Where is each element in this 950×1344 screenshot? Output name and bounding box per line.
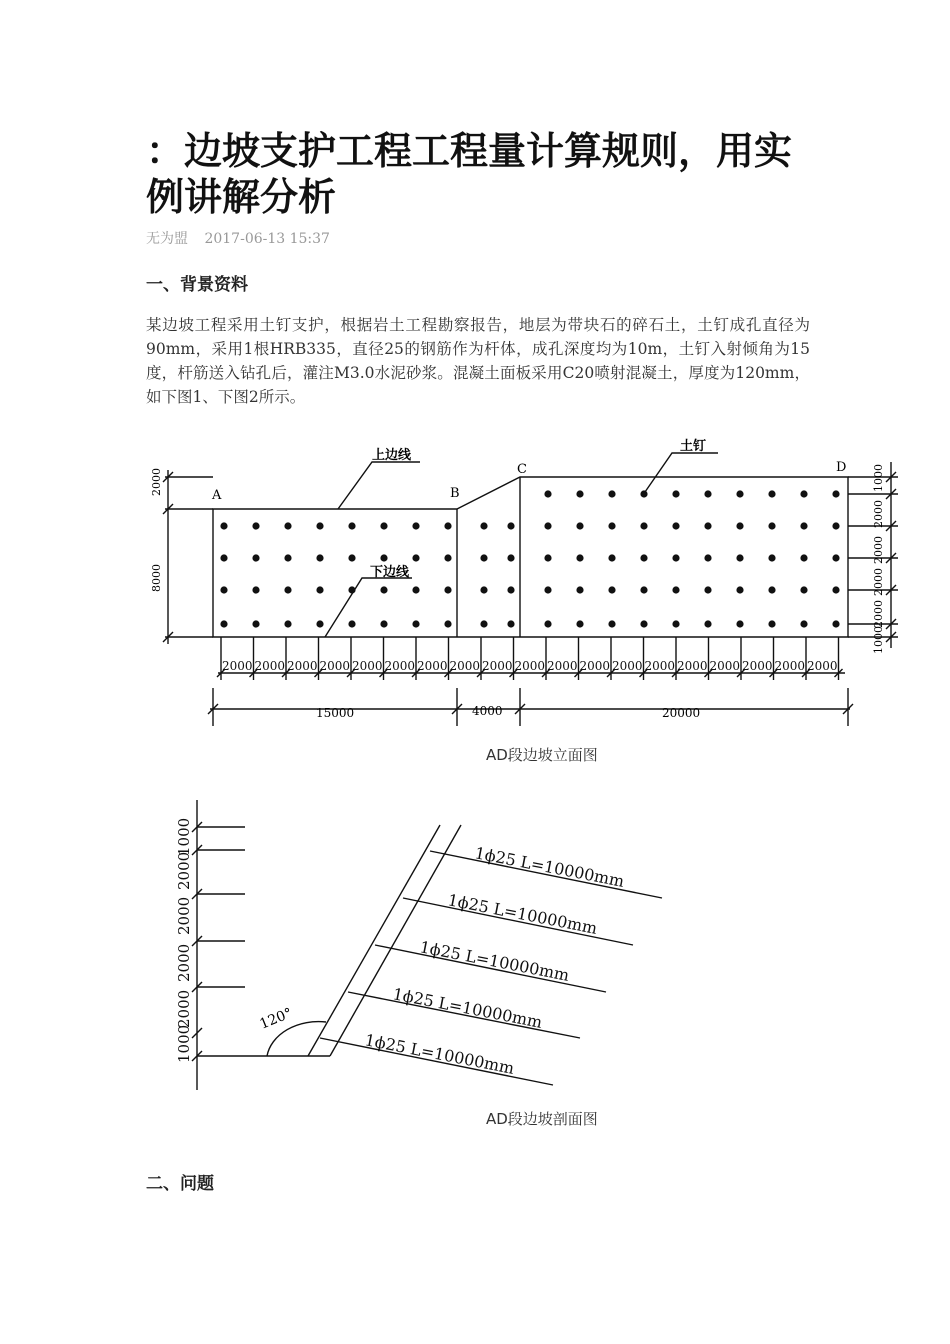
soil-nail-dot <box>348 620 355 627</box>
spacing-label: 2000 <box>579 659 611 673</box>
background-paragraph: 某边坡工程采用土钉支护，根据岩土工程勘察报告，地层为带块石的碎石土，土钉成孔直径为90mm，采用1根HRB335，直径25的钢筋作为杆体，成孔深度均为10m，土钉入射倾角为15度，杆筋送入钻孔后，灌注M3.0水泥砂浆。混凝土面板采用C20喷射混凝土，厚度为120mm，如下图1、下图2所示。 <box>146 316 810 406</box>
soil-nail-dot <box>672 490 679 497</box>
soil-nail-dot <box>608 586 615 593</box>
soil-nail-dot <box>832 522 839 529</box>
article-meta <box>146 228 330 248</box>
right-dim-4: 2000 <box>872 568 885 596</box>
soil-nail-dot <box>640 586 647 593</box>
slope-angle: 120° <box>257 1005 295 1033</box>
right-dim-3: 2000 <box>872 536 885 564</box>
soil-nail-label: 1ϕ25 L=10000mm <box>363 1030 516 1078</box>
soil-nail-dot <box>704 522 711 529</box>
point-c: C <box>517 462 527 477</box>
soil-nail-dot <box>316 522 323 529</box>
soil-nail-dot <box>608 620 615 627</box>
soil-nail-dot <box>768 554 775 561</box>
soil-nail-dot <box>736 554 743 561</box>
soil-nail-dot <box>316 620 323 627</box>
spacing-label: 2000 <box>644 659 676 673</box>
right-dim-6: 1000 <box>872 626 885 654</box>
soil-nail-dot <box>380 554 387 561</box>
lower-edge-leader <box>325 578 412 637</box>
soil-nail-dot <box>284 522 291 529</box>
soil-nail-dot <box>252 554 259 561</box>
soil-nail-dot <box>832 620 839 627</box>
soil-nail-dot <box>480 522 487 529</box>
soil-nail-dot <box>704 490 711 497</box>
soil-nail-dot <box>736 522 743 529</box>
soil-nail-dot <box>576 554 583 561</box>
soil-nail-dot <box>672 620 679 627</box>
segment-20000: 20000 <box>662 706 701 720</box>
section-dim-label: 2000 <box>175 851 193 890</box>
right-dim-1: 1000 <box>872 464 885 492</box>
soil-nail-dot <box>444 620 451 627</box>
soil-nail-dot <box>480 620 487 627</box>
soil-nail-dot <box>252 620 259 627</box>
right-dim-2: 2000 <box>872 500 885 528</box>
soil-nail-dot <box>576 490 583 497</box>
section-heading-background: 一、背景资料 <box>146 275 248 295</box>
spacing-label: 2000 <box>677 659 708 673</box>
soil-nail-label: 1ϕ25 L=10000mm <box>391 984 544 1032</box>
spacing-label: 2000 <box>742 659 773 673</box>
soil-nail-dot <box>672 522 679 529</box>
soil-nail-dot <box>480 554 487 561</box>
soil-nail-dot <box>800 522 807 529</box>
soil-nail-dot <box>220 586 227 593</box>
spacing-label: 2000 <box>514 659 546 673</box>
soil-nail-dot <box>316 586 323 593</box>
soil-nail-dot <box>768 620 775 627</box>
spacing-label: 2000 <box>417 659 448 673</box>
soil-nail-dot <box>736 620 743 627</box>
soil-nail-dot <box>412 586 419 593</box>
soil-nail-dot <box>800 490 807 497</box>
spacing-label: 2000 <box>287 659 318 673</box>
soil-nail-dot <box>640 522 647 529</box>
soil-nail-dot <box>576 620 583 627</box>
point-d: D <box>836 460 847 475</box>
soil-nail-dot <box>220 620 227 627</box>
soil-nail-dot <box>444 586 451 593</box>
upper-edge-leader <box>338 462 420 509</box>
spacing-label: 2000 <box>319 659 351 673</box>
left-dim-2000: 2000 <box>150 468 163 496</box>
soil-nail-dot <box>640 490 647 497</box>
soil-nail-leader <box>645 453 718 492</box>
spacing-label: 2000 <box>254 659 286 673</box>
soil-nail-dot <box>412 554 419 561</box>
soil-nail-label: 1ϕ25 L=10000mm <box>446 890 599 938</box>
spacing-label: 2000 <box>222 659 253 673</box>
soil-nail-dot <box>736 490 743 497</box>
soil-nail-dot <box>507 554 514 561</box>
soil-nail-dot <box>412 522 419 529</box>
soil-nail-dot <box>544 586 551 593</box>
soil-nail-dot <box>544 522 551 529</box>
spacing-label: 2000 <box>352 659 383 673</box>
soil-nail-dot <box>284 620 291 627</box>
soil-nail-dot <box>608 554 615 561</box>
section-dim-label: 2000 <box>175 896 193 935</box>
soil-nail-dot <box>704 620 711 627</box>
soil-nail-dot <box>704 586 711 593</box>
segment-15000: 15000 <box>316 706 355 720</box>
soil-nail-dot <box>768 490 775 497</box>
soil-nail-label: 1ϕ25 L=10000mm <box>473 843 626 891</box>
spacing-label: 2000 <box>807 659 838 673</box>
soil-nail-dot <box>640 620 647 627</box>
soil-nail-dot <box>544 554 551 561</box>
soil-nail-dot <box>800 586 807 593</box>
author[interactable]: 无为盟 <box>146 231 188 247</box>
soil-nail-dot <box>800 554 807 561</box>
soil-nail-dot <box>380 522 387 529</box>
soil-nail-dot <box>284 554 291 561</box>
soil-nail-label: 1ϕ25 L=10000mm <box>418 937 571 985</box>
soil-nail-dot <box>380 586 387 593</box>
soil-nail-dot <box>576 586 583 593</box>
soil-nail-dot <box>768 522 775 529</box>
spacing-label: 2000 <box>612 659 643 673</box>
spacing-label: 2000 <box>384 659 416 673</box>
soil-nail-dot <box>507 586 514 593</box>
soil-nail-dot <box>507 620 514 627</box>
soil-nail-dot <box>608 490 615 497</box>
figure1-caption: AD段边坡立面图 <box>486 746 598 764</box>
soil-nail-dot <box>348 586 355 593</box>
left-dim-8000: 8000 <box>150 564 163 592</box>
soil-nail-dot <box>316 554 323 561</box>
soil-nail-dot <box>348 554 355 561</box>
point-a: A <box>212 488 222 503</box>
section-dim-label: 2000 <box>175 943 193 982</box>
soil-nail-dot <box>608 522 615 529</box>
soil-nail-dot <box>832 490 839 497</box>
soil-nail-dot <box>832 554 839 561</box>
soil-nail-dot <box>480 586 487 593</box>
soil-nail-dot <box>284 586 291 593</box>
soil-nail-dot <box>220 554 227 561</box>
slope-outline <box>213 477 848 637</box>
point-b: B <box>450 486 460 501</box>
soil-nail-dot <box>444 554 451 561</box>
soil-nail-dot <box>252 586 259 593</box>
label-upper-edge: 上边线 <box>372 448 412 463</box>
soil-nail-dot <box>736 586 743 593</box>
spacing-label: 2000 <box>449 659 481 673</box>
section-heading-questions: 二、问题 <box>146 1174 214 1194</box>
soil-nail-dot <box>672 554 679 561</box>
soil-nail-dot <box>252 522 259 529</box>
right-dim-5: 2000 <box>872 600 885 628</box>
figure1-elevation <box>0 439 950 758</box>
soil-nail-dot <box>640 554 647 561</box>
soil-nail-dot <box>444 522 451 529</box>
soil-nail-dot <box>380 620 387 627</box>
section-dim-label: 1000 <box>175 1024 193 1063</box>
publish-date: 2017-06-13 15:37 <box>204 231 330 247</box>
soil-nail-dot <box>672 586 679 593</box>
spacing-label: 2000 <box>482 659 513 673</box>
figure2-section <box>0 795 950 1095</box>
slope-face-outer <box>308 825 440 1056</box>
spacing-label: 2000 <box>709 659 741 673</box>
label-soil-nail: 土钉 <box>680 439 707 454</box>
section-dim-label: 1000 <box>175 817 193 856</box>
figure2-caption: AD段边坡剖面图 <box>486 1110 598 1128</box>
segment-4000: 4000 <box>472 704 503 718</box>
soil-nail-dot <box>800 620 807 627</box>
spacing-label: 2000 <box>774 659 806 673</box>
spacing-label: 2000 <box>547 659 578 673</box>
label-lower-edge: 下边线 <box>370 565 410 580</box>
soil-nail-dot <box>507 522 514 529</box>
page-title: ：边坡支护工程工程量计算规则，用实例讲解分析 <box>146 129 793 219</box>
soil-nail-dot <box>412 620 419 627</box>
soil-nail-dot <box>348 522 355 529</box>
soil-nail-dot <box>544 620 551 627</box>
soil-nail-dot <box>220 522 227 529</box>
soil-nail-dot <box>544 490 551 497</box>
soil-nail-dot <box>768 586 775 593</box>
section-dim-label: 2000 <box>175 989 193 1028</box>
soil-nail-dot <box>704 554 711 561</box>
soil-nail-dot <box>576 522 583 529</box>
soil-nail-dot <box>832 586 839 593</box>
